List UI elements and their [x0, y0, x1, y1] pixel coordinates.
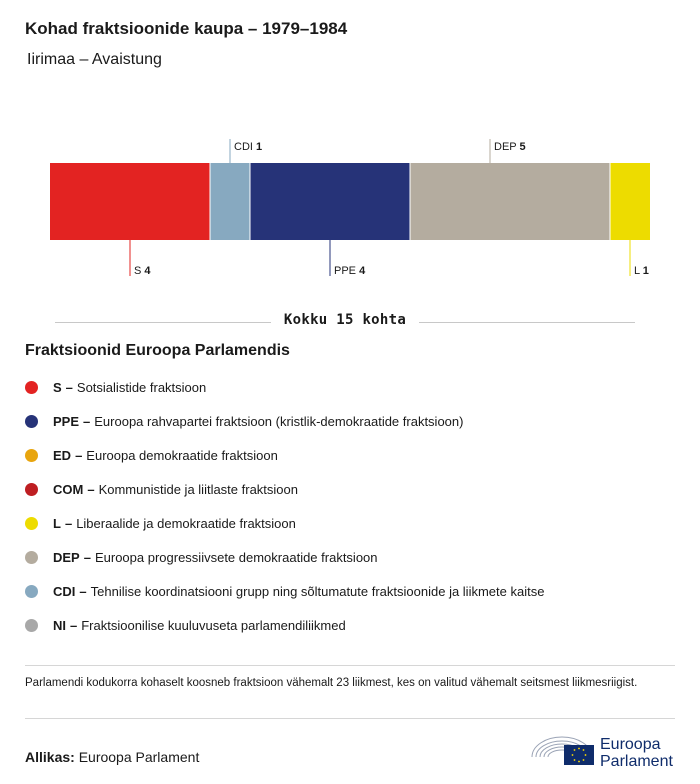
source: [25, 749, 199, 765]
segment-label-name: CDI: [234, 141, 256, 153]
chart-title: Kohad fraktsioonide kaupa – 1979–1984: [25, 19, 348, 38]
total-seats: [55, 312, 635, 334]
segment-label-name: L: [634, 265, 643, 277]
legend-title: Fraktsioonid Euroopa Parlamendis: [25, 342, 290, 359]
footer-divider-top: [25, 665, 675, 666]
group-legend: [25, 370, 544, 642]
legend-item-s: [25, 370, 544, 404]
bar-segment-s: [50, 163, 210, 240]
legend-item-com: [25, 472, 544, 506]
legend-text: Sotsialistide fraktsioon: [76, 379, 207, 395]
segment-label-dep: [494, 141, 526, 153]
legend-text: Fraktsioonilise kuuluvuseta parlamendiliikmed: [81, 617, 346, 633]
legend-item-ppe: [25, 404, 544, 438]
legend-separator: –: [83, 549, 91, 565]
legend-separator: –: [70, 617, 78, 633]
segment-label-value: 4: [144, 265, 151, 277]
segment-label-value: 5: [519, 141, 526, 153]
legend-dot-icon: [25, 585, 38, 598]
legend-code: S: [53, 379, 62, 395]
bar-segment-l: [610, 163, 650, 240]
legend-separator: –: [79, 583, 87, 599]
legend-code: DEP: [53, 549, 80, 565]
legend-dot-icon: [25, 619, 38, 632]
hemicycle-flag-icon: [528, 727, 598, 771]
legend-code: PPE: [53, 413, 80, 429]
footnote: Parlamendi kodukorra kohaselt koosneb fraktsioon vähemalt 23 liikmest, kes on valitud vähemalt seitsmest liikmesriigist.: [25, 677, 638, 689]
source-label: Allikas:: [25, 749, 75, 765]
legend-dot-icon: [25, 551, 38, 564]
legend-text: Euroopa rahvapartei fraktsioon (kristlik-demokraatide fraktsioon): [94, 413, 464, 429]
legend-item-ni: [25, 608, 544, 642]
legend-code: ED: [53, 447, 72, 463]
legend-dot-icon: [25, 381, 38, 394]
logo-line-1: Euroopa: [600, 736, 661, 753]
legend-separator: –: [64, 515, 73, 531]
legend-separator: –: [65, 379, 73, 395]
legend-text: Euroopa demokraatide fraktsioon: [86, 447, 278, 463]
source-value: Euroopa Parlament: [78, 749, 200, 765]
bar-segment-dep: [410, 163, 610, 240]
legend-text: Euroopa progressiivsete demokraatide fraktsioon: [94, 549, 378, 565]
legend-dot-icon: [25, 483, 38, 496]
legend-code: CDI: [53, 583, 76, 599]
legend-item-ed: [25, 438, 544, 472]
legend-item-cdi: [25, 574, 544, 608]
legend-text: Tehnilise koordinatsiooni grupp ning sõltumatute fraktsioonide ja liikmete kaitse: [90, 583, 545, 599]
chart-subtitle: Iirimaa – Avaistung: [27, 51, 162, 68]
legend-separator: –: [75, 447, 83, 463]
segment-label-s: [134, 265, 151, 277]
logo-text: [600, 736, 673, 770]
legend-code: NI: [53, 617, 66, 633]
legend-code: L: [53, 515, 61, 531]
legend-item-l: [25, 506, 544, 540]
legend-dot-icon: [25, 415, 38, 428]
logo-line-2: Parlament: [600, 753, 673, 770]
legend-text: Kommunistide ja liitlaste fraktsioon: [98, 481, 298, 497]
total-divider-right: [419, 322, 635, 323]
legend-text: Liberaalide ja demokraatide fraktsioon: [76, 515, 296, 531]
footer-divider-bottom: [25, 718, 675, 719]
european-parliament-logo: [528, 727, 678, 771]
legend-item-dep: [25, 540, 544, 574]
segment-label-cdi: [234, 141, 262, 153]
segment-label-value: 4: [359, 265, 366, 277]
segment-label-name: S: [134, 265, 145, 277]
legend-dot-icon: [25, 449, 38, 462]
total-seats-label: Kokku 15 kohta: [283, 312, 407, 328]
segment-label-name: PPE: [334, 265, 360, 277]
segment-label-name: DEP: [494, 141, 520, 153]
bar-segment-cdi: [210, 163, 250, 240]
segment-label-value: 1: [256, 141, 263, 153]
segment-label-ppe: [334, 265, 366, 277]
stacked-seat-bar-chart: [0, 130, 700, 290]
legend-dot-icon: [25, 517, 38, 530]
legend-separator: –: [83, 413, 91, 429]
bar-segment-ppe: [250, 163, 410, 240]
segment-label-value: 1: [642, 265, 649, 277]
segment-label-l: [634, 265, 649, 277]
legend-code: COM: [53, 481, 84, 497]
legend-separator: –: [87, 481, 95, 497]
